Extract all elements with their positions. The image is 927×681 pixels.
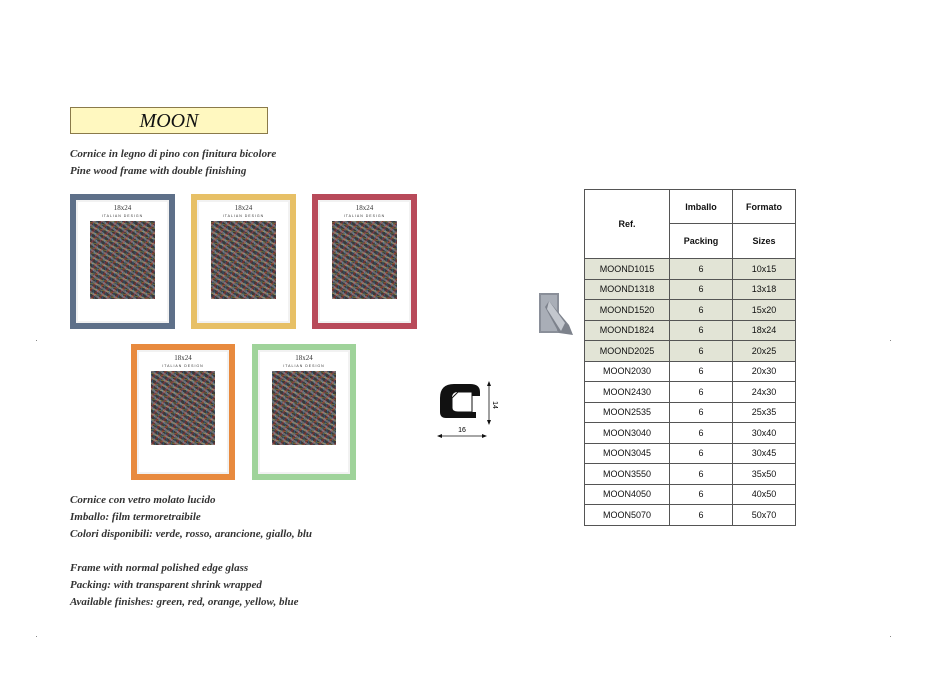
subtitle-english: Pine wood frame with double finishing <box>70 165 247 177</box>
frame-photo <box>211 221 276 299</box>
note-colors-it: Colori disponibili: verde, rosso, arancione, giallo, blu <box>70 528 313 540</box>
ref-cell: MOON3040 <box>585 423 670 444</box>
packing-cell: 6 <box>670 259 733 280</box>
note-packing-it: Imballo: film termoretraibile <box>70 511 201 523</box>
registration-mark <box>36 340 37 341</box>
profile-height-label: 14 <box>491 401 498 409</box>
table-row <box>585 361 796 382</box>
packing-cell: 6 <box>670 361 733 382</box>
frame-size-label: 18x24 <box>234 204 253 212</box>
table-row <box>585 320 796 341</box>
size-cell: 13x18 <box>733 279 796 300</box>
size-cell: 20x25 <box>733 341 796 362</box>
frame-image-red <box>312 194 417 329</box>
frame-image-orange <box>131 344 235 480</box>
ref-cell: MOOND1015 <box>585 259 670 280</box>
profile-width-label: 16 <box>458 427 466 434</box>
packing-cell: 6 <box>670 279 733 300</box>
packing-cell: 6 <box>670 464 733 485</box>
table-row <box>585 341 796 362</box>
frame-brand-label: ITALIAN DESIGN <box>222 214 265 218</box>
table-row <box>585 443 796 464</box>
size-cell: 25x35 <box>733 402 796 423</box>
table-row <box>585 423 796 444</box>
frame-image-green <box>252 344 356 480</box>
page-title: MOON <box>70 107 268 134</box>
ref-cell: MOON2030 <box>585 361 670 382</box>
frame-size-label: 18x24 <box>295 354 313 362</box>
size-cell: 30x45 <box>733 443 796 464</box>
size-cell: 18x24 <box>733 320 796 341</box>
formato-header: Formato <box>733 190 796 224</box>
packing-cell: 6 <box>670 443 733 464</box>
packing-cell: 6 <box>670 382 733 403</box>
ref-header: Ref. <box>585 190 670 259</box>
registration-mark <box>890 340 891 341</box>
frame-size-label: 18x24 <box>355 204 374 212</box>
imballo-header: Imballo <box>670 190 733 224</box>
frame-photo <box>272 371 336 445</box>
packing-cell: 6 <box>670 341 733 362</box>
table-row <box>585 300 796 321</box>
packing-cell: 6 <box>670 300 733 321</box>
table-row <box>585 402 796 423</box>
frame-image-yellow <box>191 194 296 329</box>
size-cell: 35x50 <box>733 464 796 485</box>
packing-cell: 6 <box>670 320 733 341</box>
sizes-header: Sizes <box>733 224 796 259</box>
ref-cell: MOON4050 <box>585 484 670 505</box>
ref-cell: MOOND1824 <box>585 320 670 341</box>
ref-cell: MOOND1520 <box>585 300 670 321</box>
registration-mark <box>36 636 37 637</box>
table-row <box>585 464 796 485</box>
frame-photo <box>151 371 215 445</box>
table-row <box>585 279 796 300</box>
frame-profile-diagram <box>436 378 496 440</box>
note-packing-en: Packing: with transparent shrink wrapped <box>70 579 262 591</box>
size-cell: 20x30 <box>733 361 796 382</box>
size-cell: 40x50 <box>733 484 796 505</box>
packing-cell: 6 <box>670 505 733 526</box>
table-row <box>585 505 796 526</box>
note-colors-en: Available finishes: green, red, orange, yellow, blue <box>70 596 299 608</box>
frame-image-blue <box>70 194 175 329</box>
ref-cell: MOON2430 <box>585 382 670 403</box>
product-table <box>584 189 796 526</box>
frame-photo <box>90 221 155 299</box>
size-cell: 24x30 <box>733 382 796 403</box>
registration-mark <box>890 636 891 637</box>
frame-brand-label: ITALIAN DESIGN <box>101 214 144 218</box>
packing-cell: 6 <box>670 402 733 423</box>
note-glass-en: Frame with normal polished edge glass <box>70 562 249 574</box>
frame-photo <box>332 221 397 299</box>
frame-stand-image <box>535 287 575 335</box>
ref-cell: MOOND1318 <box>585 279 670 300</box>
table-row <box>585 382 796 403</box>
size-cell: 10x15 <box>733 259 796 280</box>
frame-brand-label: ITALIAN DESIGN <box>162 364 204 368</box>
subtitle-italian: Cornice in legno di pino con finitura bicolore <box>70 148 277 160</box>
size-cell: 15x20 <box>733 300 796 321</box>
frame-brand-label: ITALIAN DESIGN <box>283 364 325 368</box>
table-row <box>585 484 796 505</box>
note-glass-it: Cornice con vetro molato lucido <box>70 494 216 506</box>
packing-cell: 6 <box>670 484 733 505</box>
packing-cell: 6 <box>670 423 733 444</box>
table-row <box>585 259 796 280</box>
frame-brand-label: ITALIAN DESIGN <box>343 214 386 218</box>
ref-cell: MOON5070 <box>585 505 670 526</box>
ref-cell: MOON2535 <box>585 402 670 423</box>
frame-size-label: 18x24 <box>113 204 132 212</box>
size-cell: 30x40 <box>733 423 796 444</box>
ref-cell: MOOND2025 <box>585 341 670 362</box>
packing-header: Packing <box>670 224 733 259</box>
frame-size-label: 18x24 <box>174 354 192 362</box>
ref-cell: MOON3550 <box>585 464 670 485</box>
ref-cell: MOON3045 <box>585 443 670 464</box>
size-cell: 50x70 <box>733 505 796 526</box>
